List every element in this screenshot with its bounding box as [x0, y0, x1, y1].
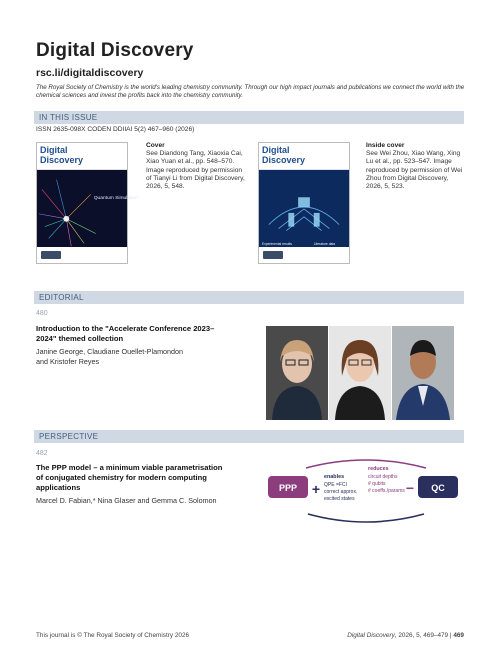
editorial-authors-line-2: and Kristofer Reyes [36, 357, 100, 366]
journal-url[interactable]: rsc.li/digitaldiscovery [36, 67, 144, 79]
inside-cover-image[interactable] [258, 142, 350, 264]
rsc-logo [263, 251, 283, 259]
section-bar-perspective [34, 430, 464, 443]
editorial-page-number: 480 [36, 310, 48, 317]
cover-caption [146, 142, 246, 191]
cover-art-text: Quantum Simulation [93, 196, 138, 202]
inside-cover-art-left: Experimental results [261, 242, 292, 247]
inside-cover-journal-name-1: Digital [262, 145, 290, 155]
editorial-authors-line-1: Janine George, Claudiane Ouellet-Plamondon [36, 347, 184, 356]
journal-intro: The Royal Society of Chemistry is the world's leading chemistry community. Through our high impact journals and publications we connect the world with the chemical sciences and invest the profits back into the chemistry community. [36, 84, 465, 99]
author-photo-2 [329, 326, 391, 420]
inside-cover-caption [366, 142, 466, 191]
qc-label: QC [431, 483, 445, 493]
ppp-label: PPP [278, 483, 298, 493]
footer-journal: Digital Discovery [347, 632, 395, 639]
reduces-item-1: circuit depths [368, 474, 398, 480]
reduces-item-3: # coeffs./params [368, 488, 405, 494]
cover-image[interactable] [36, 142, 138, 264]
footer-citation [347, 632, 464, 639]
section-label: IN THIS ISSUE [39, 113, 98, 122]
author-photo-1 [266, 326, 328, 420]
section-bar-in-this-issue [34, 111, 464, 124]
enables-item-2: correct approx. [324, 489, 358, 495]
editorial-title-line-2[interactable]: 2024" themed collection [36, 334, 124, 343]
footer-copyright: This journal is © The Royal Society of Chemistry 2026 [36, 632, 190, 639]
footer-page-number: 469 [453, 632, 464, 639]
plus-icon: + [311, 481, 321, 497]
journal-title: Digital Discovery [36, 40, 194, 61]
reduces-label: reduces [368, 466, 389, 472]
editorial-title-line-1[interactable]: Introduction to the "Accelerate Conference 2023– [36, 324, 215, 333]
inside-cover-art-right: Literature data [313, 242, 336, 247]
cover-journal-name-1: Digital [40, 145, 68, 155]
inside-cover-artwork [259, 169, 349, 249]
cover-label: Cover [146, 142, 165, 149]
editorial-author-photos [266, 326, 454, 420]
rsc-logo [41, 251, 61, 259]
footer-volume: , 2026, 5, 469–479 | [394, 632, 452, 639]
enables-label: enables [324, 474, 345, 480]
issn-line: ISSN 2635-098X CODEN DDIIAI 5(2) 467–960 (2026) [36, 126, 195, 133]
perspective-title-line-1[interactable]: The PPP model – a minimum viable parametrisation [36, 463, 223, 472]
reduces-item-2: # qubits [368, 481, 386, 487]
perspective-authors: Marcel D. Fabian,* Nina Glaser and Gemma C. Solomon [36, 496, 217, 505]
minus-icon: − [405, 480, 415, 496]
author-photo-3 [392, 326, 454, 420]
ppp-qc-diagram [266, 458, 464, 524]
inside-cover-text: See Wei Zhou, Xiao Wang, Xing Lu et al., pp. 523–547. Image reproduced by permission of Wei Zhou from Digital Discovery, 2026, 5, 523. [366, 150, 463, 191]
perspective-title-line-2[interactable]: of conjugated chemistry for modern computing [36, 473, 207, 482]
cover-artwork [37, 169, 138, 249]
section-label: EDITORIAL [39, 293, 84, 302]
enables-item-1: QPE =FCI [324, 482, 347, 488]
enables-item-3: excited states [324, 496, 355, 502]
perspective-page-number: 482 [36, 450, 48, 457]
inside-cover-label: Inside cover [366, 142, 405, 149]
section-bar-editorial [34, 291, 464, 304]
perspective-title-line-3[interactable]: applications [36, 483, 81, 492]
inside-cover-journal-name-2: Discovery [262, 155, 306, 165]
cover-journal-name-2: Discovery [40, 155, 84, 165]
cover-text: See Diandong Tang, Xiaoxia Cai, Xiao Yuan et al., pp. 548–570. Image reproduced by permission of Tianyi Li from Digital Discovery, 2026, 5, 548. [146, 150, 245, 191]
section-label: PERSPECTIVE [39, 432, 99, 441]
